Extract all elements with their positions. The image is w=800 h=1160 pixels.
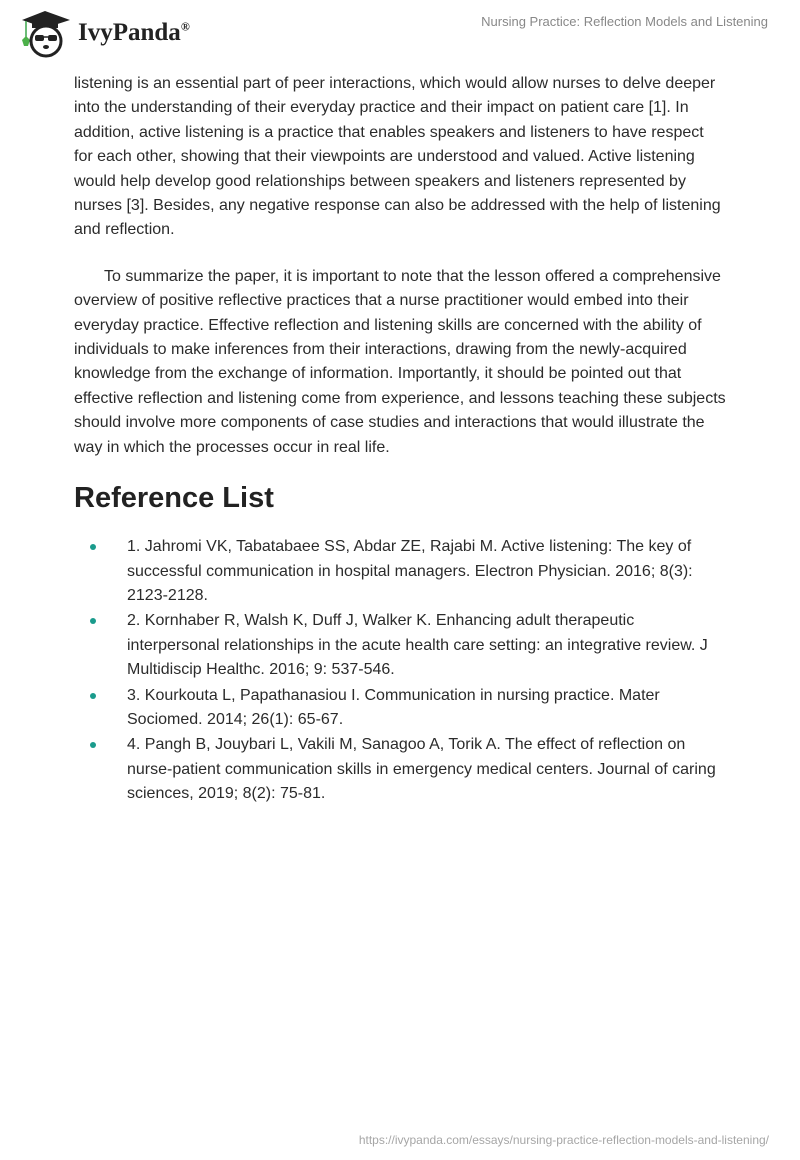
page-header xyxy=(0,0,800,70)
reference-item xyxy=(74,684,726,733)
document-title: Nursing Practice: Reflection Models and Listening xyxy=(481,14,768,29)
reference-text: 4. Pangh B, Jouybari L, Vakili M, Sanagoo A, Torik A. The effect of reflection on nurse-patient communication skills in emergency medical centers. Journal of caring sciences, 2019; 8(2): 75-81. xyxy=(127,736,716,803)
references-heading: Reference List xyxy=(74,482,274,515)
bullet-icon xyxy=(90,544,96,550)
reference-text: 2. Kornhaber R, Walsh K, Duff J, Walker K. Enhancing adult therapeutic interpersonal relationships in the acute health care setting: an integrative review. J Multidiscip Healthc. 2016; 9: 537-546. xyxy=(127,612,708,679)
bullet-icon xyxy=(90,693,96,699)
reference-item xyxy=(74,733,726,806)
body-paragraph: listening is an essential part of peer interactions, which would allow nurses to delve deeper into the understanding of their everyday practice and their impact on patient care [1]. In addition, active listening is a practice that enables speakers and listeners to have respect for each other, showing that their viewpoints are understood and valued. Active listening would help develop good relationships between speakers and listeners represented by nurses [3]. Besides, any negative response can also be addressed with the help of listening and reflection. xyxy=(74,75,721,239)
essay-content xyxy=(74,72,726,808)
bullet-icon xyxy=(90,618,96,624)
reference-list xyxy=(74,535,726,806)
reference-text: 1. Jahromi VK, Tabatabaee SS, Abdar ZE, Rajabi M. Active listening: The key of successful communication in hospital managers. Electron Physician. 2016; 8(3): 2123-2128. xyxy=(127,538,693,604)
footer-url-link[interactable]: https://ivypanda.com/essays/nursing-practice-reflection-models-and-listening/ xyxy=(358,1133,769,1147)
reference-item xyxy=(74,535,726,608)
panda-graduate-icon xyxy=(18,8,72,58)
ivypanda-logo[interactable] xyxy=(18,8,190,58)
reference-item xyxy=(74,609,726,682)
body-paragraph: To summarize the paper, it is important to note that the lesson offered a comprehensive overview of positive reflective practices that a nurse practitioner would embed into their everyday practice. Effective reflection and listening skills are concerned with the ability of individuals to make inferences from their interactions, drawing from the newly-acquired knowledge from the exchange of information. Importantly, it should be pointed out that effective reflection and listening come from experience, and lessons teaching these subjects should involve more components of case studies and interactions that would illustrate the way in which the processes occur in real life. xyxy=(74,267,726,456)
registered-mark: ® xyxy=(180,19,190,34)
bullet-icon xyxy=(90,742,96,748)
reference-text: 3. Kourkouta L, Papathanasiou I. Communication in nursing practice. Mater Sociomed. 2014; 26(1): 65-67. xyxy=(127,686,660,728)
logo-text: IvyPanda xyxy=(78,19,181,46)
